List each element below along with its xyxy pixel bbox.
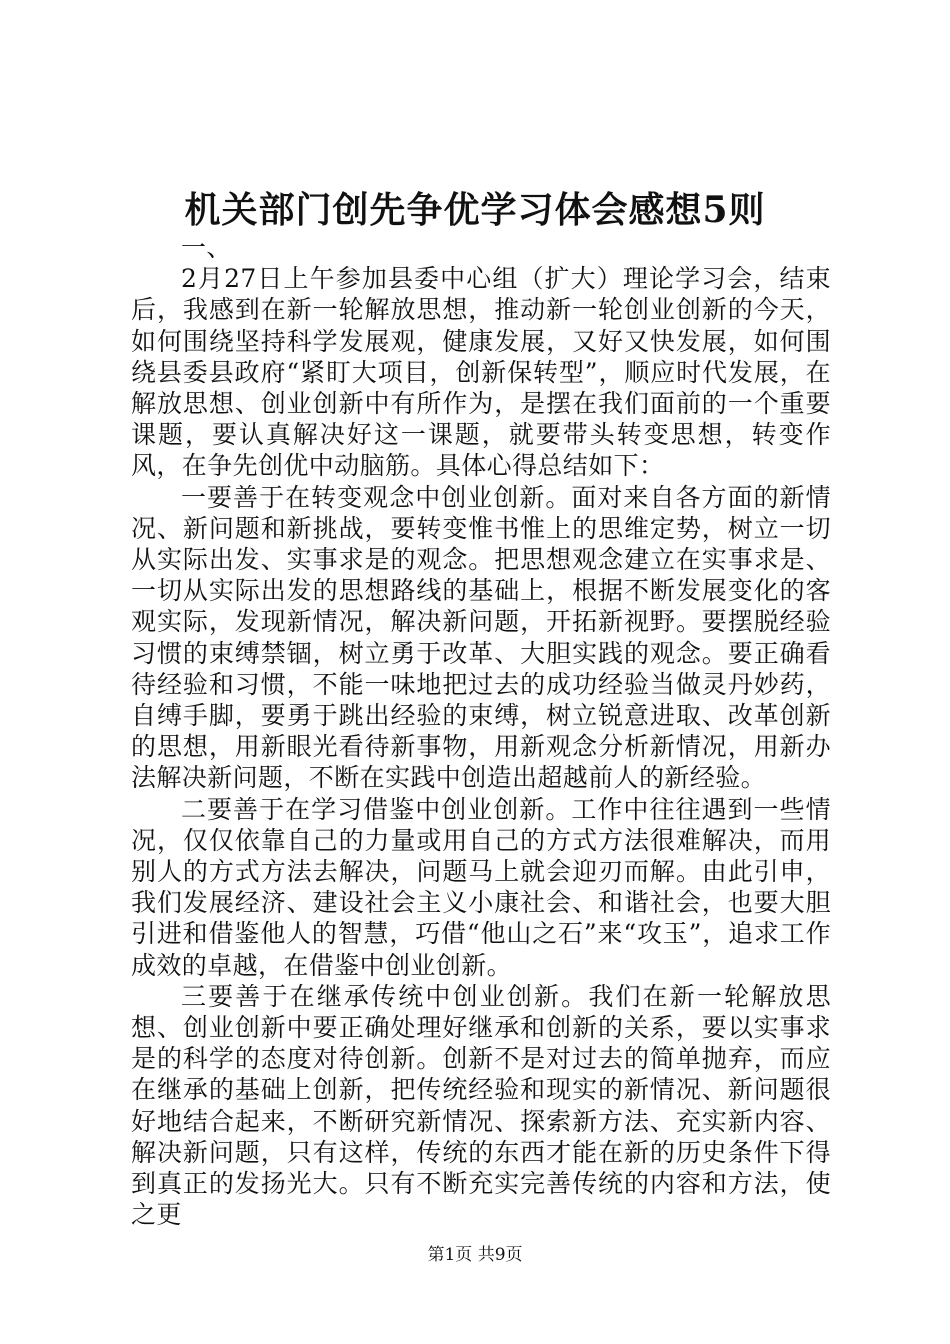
body-paragraph: 二要善于在学习借鉴中创业创新。工作中往往遇到一些情况，仅仅依靠自己的力量或用自己的方式方法很难解决，而用别人的方式方法去解决，问题马上就会迎刃而解。由此引申，我们发展经济、建设社会主义小康社会、和谐社会，也要大胆引进和借鉴他人的智慧，巧借“他山之石”来“攻玉”，追求工作成效的卓越，在借鉴中创业创新。 [131,794,831,980]
page-number-footer: 第1页 共9页 [427,1245,523,1265]
body-paragraph: 2月27日上午参加县委中心组（扩大）理论学习会，结束后，我感到在新一轮解放思想，推动新一轮创业创新的今天，如何围绕坚持科学发展观，健康发展，又好又快发展，如何围绕县委县政府“紧盯大项目，创新保转型”，顺应时代发展，在解放思想、创业创新中有所作为，是摆在我们面前的一个重要课题，要认真解决好这一课题，就要带头转变思想，转变作风，在争先创优中动脑筋。具体心得总结如下： [131,264,831,481]
body-paragraph: 一要善于在转变观念中创业创新。面对来自各方面的新情况、新问题和新挑战，要转变惟书惟上的思维定势，树立一切从实际出发、实事求是的观念。把思想观念建立在实事求是、一切从实际出发的思想路线的基础上，根据不断发展变化的客观实际，发现新情况，解决新问题，开拓新视野。要摆脱经验习惯的束缚禁锢，树立勇于改革、大胆实践的观念。要正确看待经验和习惯，不能一味地把过去的成功经验当做灵丹妙药，自缚手脚，要勇于跳出经验的束缚，树立锐意进取、改革创新的思想，用新眼光看待新事物，用新观念分析新情况，用新办法解决新问题，不断在实践中创造出超越前人的新经验。 [131,482,831,793]
document-body [131,232,831,1231]
section-heading: 一、 [181,233,232,262]
document-title: 机关部门创先争优学习体会感想5则 [184,189,766,231]
body-paragraph: 三要善于在继承传统中创业创新。我们在新一轮解放思想、创业创新中要正确处理好继承和创新的关系，要以实事求是的科学的态度对待创新。创新不是对过去的简单抛弃，而应在继承的基础上创新，把传统经验和现实的新情况、新问题很好地结合起来，不断研究新情况、探索新方法、充实新内容、解决新问题，只有这样，传统的东西才能在新的历史条件下得到真正的发扬光大。只有不断充实完善传统的内容和方法，使之更 [131,981,831,1230]
